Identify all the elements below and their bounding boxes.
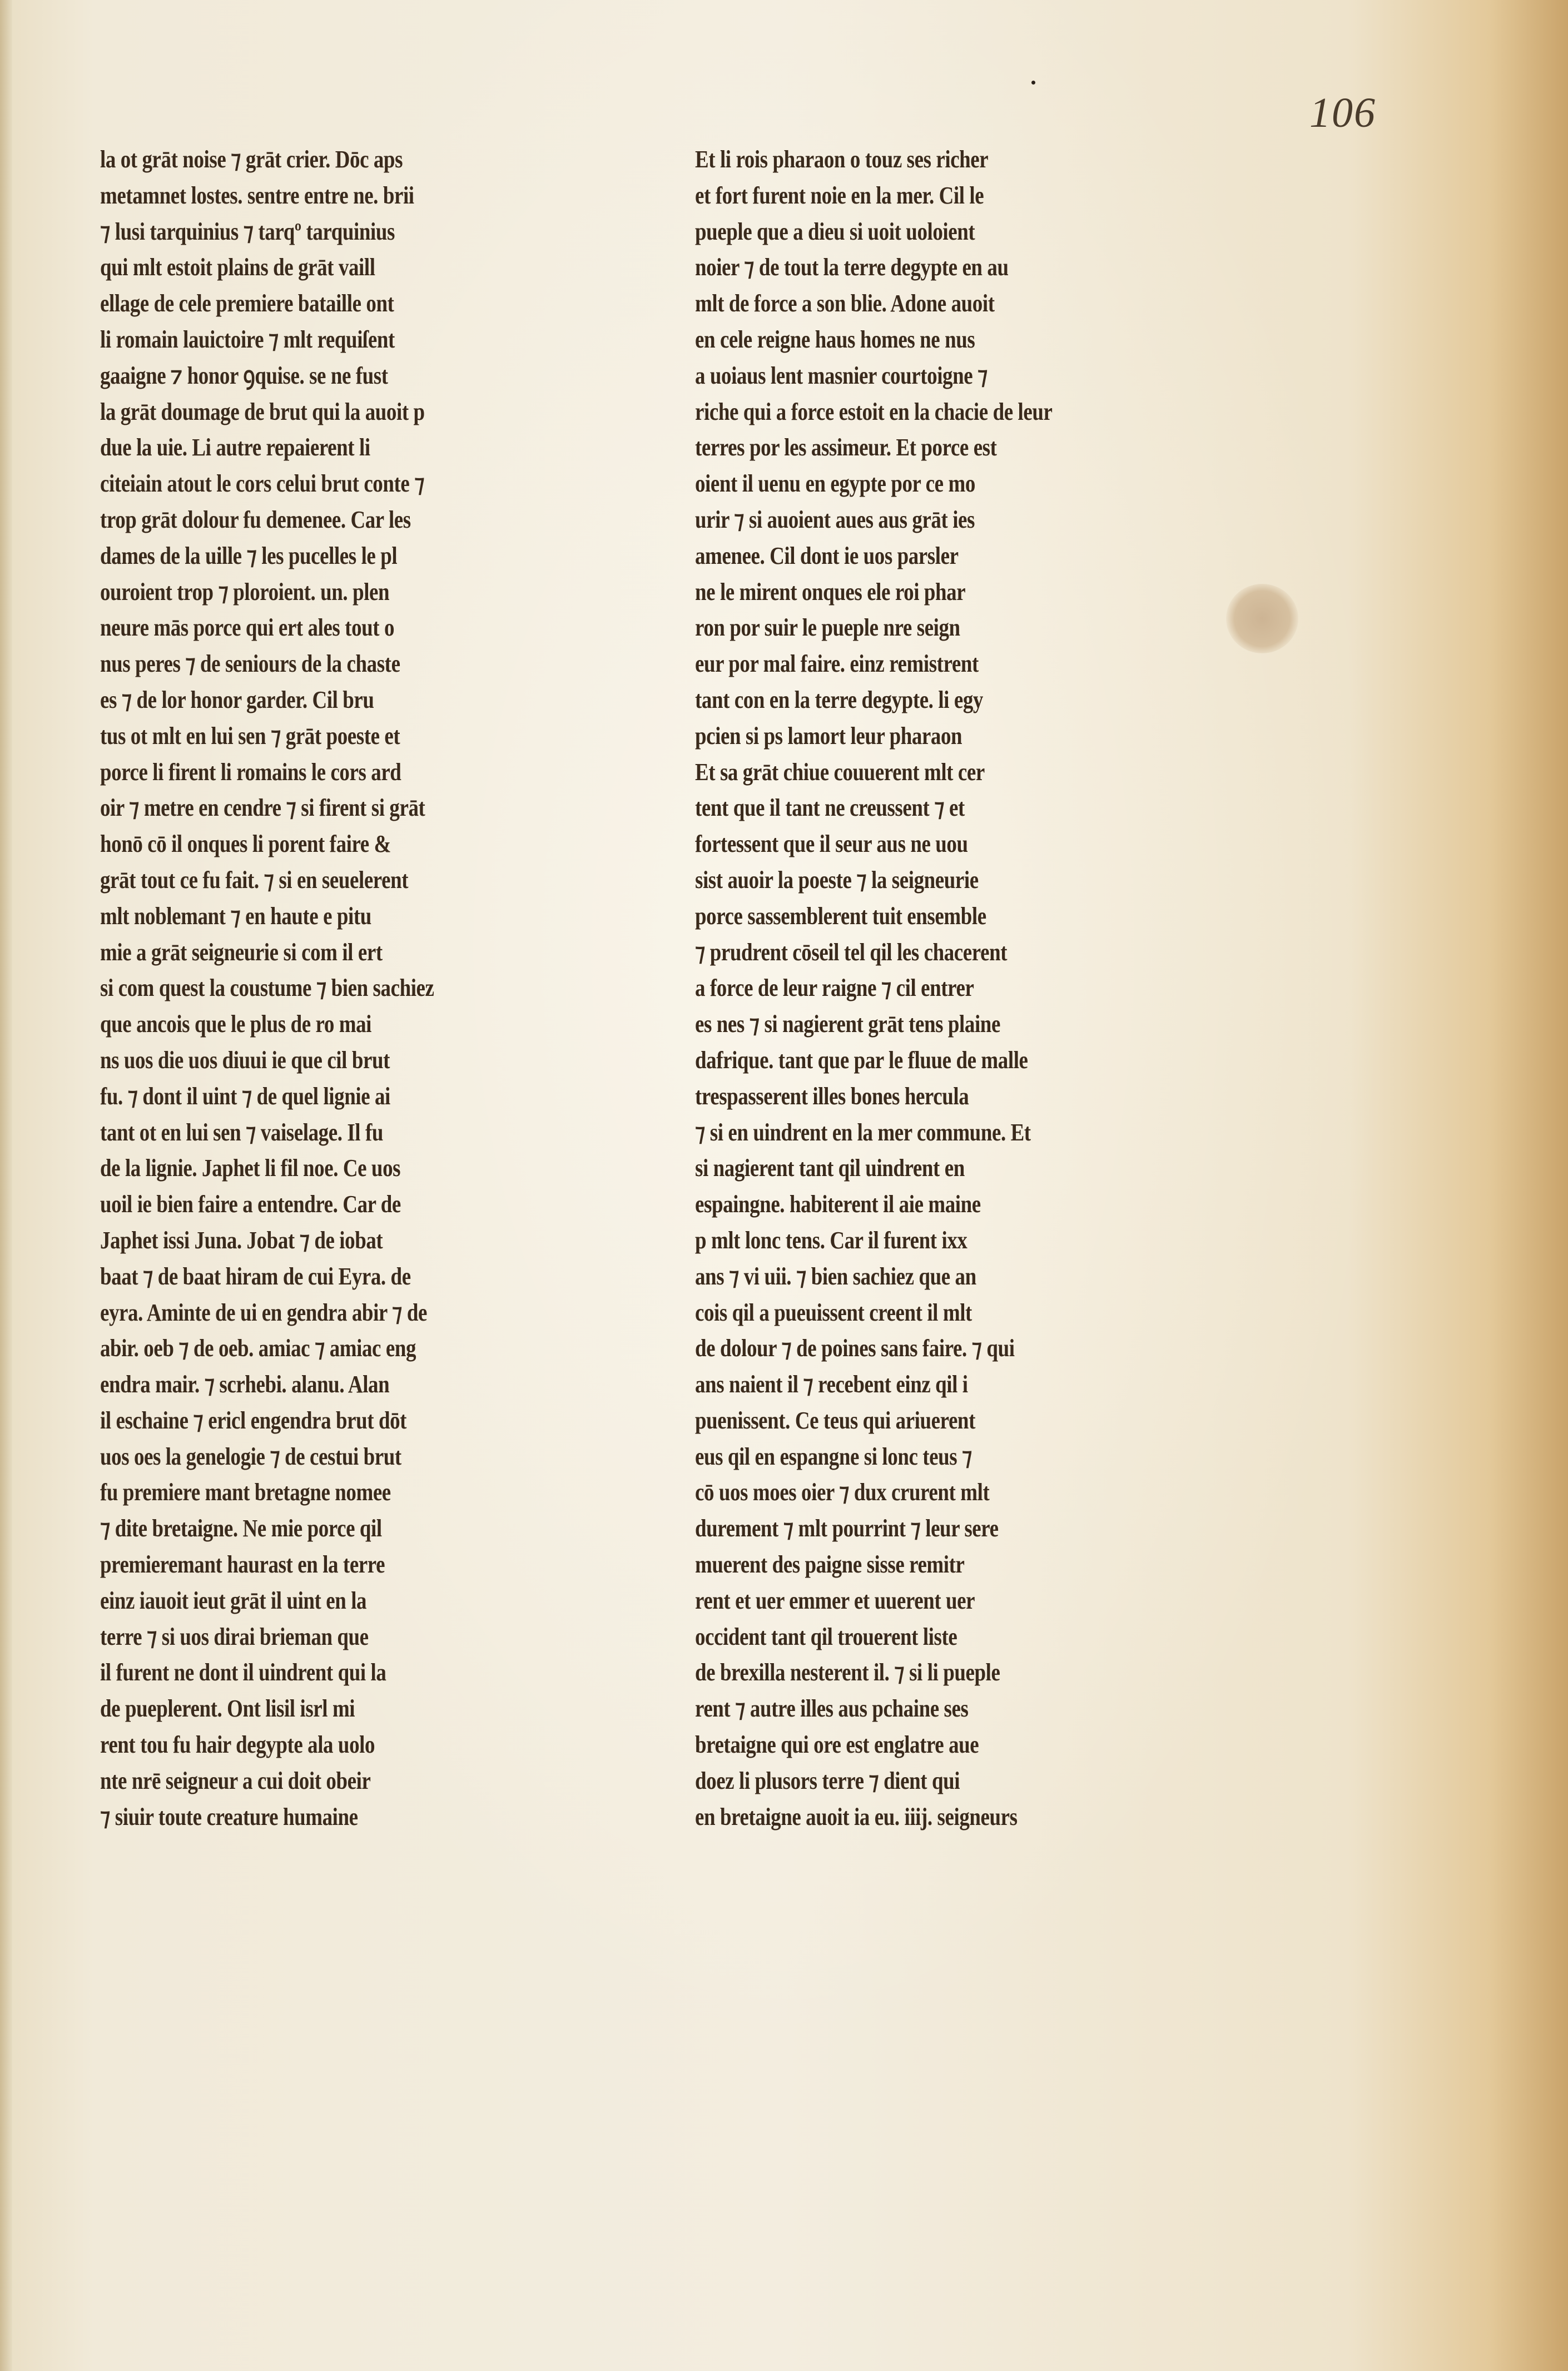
text-line: si nagierent tant qil uindrent en: [695, 1154, 965, 1182]
text-line: terres por les assimeur. Et porce est: [695, 434, 997, 462]
text-line: ne le mirent onques ele roi phar: [695, 578, 966, 606]
text-line: es ⁊ de lor honor garder. Cil bru: [100, 686, 374, 713]
text-line: dames de la uille ⁊ les pucelles le pl: [100, 542, 398, 569]
text-line: dafrique. tant que par le fluue de malle: [695, 1046, 1028, 1074]
text-line: ellage de cele premiere bataille ont: [100, 290, 394, 318]
text-line: due la uie. Li autre repaierent li: [100, 434, 370, 462]
text-line: de la lignie. Japhet li fil noe. Ce uos: [100, 1154, 401, 1182]
text-line: de brexilla nesterent il. ⁊ si li pueple: [695, 1659, 1000, 1687]
text-column-left: [100, 142, 645, 1835]
ink-dot: [1031, 81, 1035, 85]
text-line: de dolour ⁊ de poines sans faire. ⁊ qui: [695, 1335, 1015, 1362]
text-line: sist auoir la poeste ⁊ la seigneurie: [695, 866, 979, 894]
text-line: de pueplerent. Ont lisil isrl mi: [100, 1695, 355, 1723]
text-line: pcien si ps lamort leur pharaon: [695, 722, 962, 750]
text-line: metamnet lostes. sentre entre ne. brii: [100, 181, 414, 209]
text-line: uoil ie bien faire a entendre. Car de: [100, 1191, 401, 1218]
text-line: li romain lauictoire ⁊ mlt requiſent: [100, 325, 395, 353]
text-line: espaingne. habiterent il aie maine: [695, 1191, 981, 1218]
text-line: tant con en la terre degypte. li egy: [695, 686, 983, 713]
text-line: oir ⁊ metre en cendre ⁊ si firent si grāt: [100, 794, 425, 822]
text-line: porce li firent li romains le cors ard: [100, 758, 401, 786]
text-line: einz iauoit ieut grāt il uint en la: [100, 1586, 367, 1614]
text-line: mlt de force a son blie. Adone auoit: [695, 290, 995, 318]
text-line: en bretaigne auoit ia eu. iiij. seigneurs: [695, 1803, 1018, 1831]
text-line: et fort furent noie en la mer. Cil le: [695, 181, 984, 209]
text-line: amenee. Cil dont ie uos parsler: [695, 542, 959, 569]
text-line: gaaigne ⁊ honor ꝯquise. se ne fust: [100, 361, 388, 389]
text-line: fu. ⁊ dont il uint ⁊ de quel lignie ai: [100, 1082, 390, 1110]
text-column-right: [695, 142, 1240, 1835]
text-line: eus qil en espangne si lonc teus ⁊: [695, 1442, 972, 1470]
text-line: mlt noblemant ⁊ en haute e pitu: [100, 902, 371, 930]
text-line: noier ⁊ de tout la terre degypte en au: [695, 254, 1009, 281]
text-line: en cele reigne haus homes ne nus: [695, 325, 975, 353]
text-line: cois qil a pueuissent creent il mlt: [695, 1298, 972, 1326]
text-line: fu premiere mant bretagne nomee: [100, 1479, 391, 1506]
text-line: il furent ne dont il uindrent qui la: [100, 1659, 386, 1687]
text-line: ans ⁊ vi uii. ⁊ bien sachiez que an: [695, 1262, 976, 1290]
text-line: ⁊ si en uindrent en la mer commune. Et: [695, 1118, 1031, 1146]
text-line: il eschaine ⁊ ericl engendra brut dōt: [100, 1406, 407, 1434]
text-line: cō uos moes oier ⁊ dux crurent mlt: [695, 1479, 990, 1506]
folio-number: 106: [1309, 90, 1376, 136]
text-line: eyra. Aminte de ui en gendra abir ⁊ de: [100, 1298, 427, 1326]
text-line: premieremant haurast en la terre: [100, 1551, 385, 1579]
text-line: doez li plusors terre ⁊ dient qui: [695, 1767, 960, 1794]
text-line: puenissent. Ce teus qui ariuerent: [695, 1406, 975, 1434]
text-line: terre ⁊ si uos dirai brieman que: [100, 1623, 369, 1650]
text-line: tus ot mlt en lui sen ⁊ grāt poeste et: [100, 722, 400, 750]
text-line: endra mair. ⁊ scrhebi. alanu. Alan: [100, 1371, 390, 1398]
text-line: citeiain atout le cors celui brut conte ⁊: [100, 470, 425, 498]
text-line: la grāt doumage de brut qui la auoit p: [100, 398, 425, 425]
text-line: ans naient il ⁊ recebent einz qil i: [695, 1371, 968, 1398]
text-line: bretaigne qui ore est englatre aue: [695, 1731, 979, 1759]
text-line: tent que il tant ne creussent ⁊ et: [695, 794, 965, 822]
text-line: abir. oeb ⁊ de oeb. amiac ⁊ amiac eng: [100, 1335, 416, 1362]
text-line: p mlt lonc tens. Car il furent ixx: [695, 1226, 967, 1254]
text-line: ⁊ lusi tarquinius ⁊ tarqº tarquinius: [100, 217, 395, 245]
text-line: riche qui a force estoit en la chacie de leur: [695, 398, 1053, 425]
text-line: que ancois que le plus de ro mai: [100, 1010, 372, 1038]
text-line: nus peres ⁊ de seniours de la chaste: [100, 650, 400, 678]
text-line: oient il uenu en egypte por ce mo: [695, 470, 975, 498]
text-line: tant ot en lui sen ⁊ vaiselage. Il fu: [100, 1118, 384, 1146]
text-line: urir ⁊ si auoient aues aus grāt ies: [695, 505, 975, 533]
text-line: baat ⁊ de baat hiram de cui Eyra. de: [100, 1262, 411, 1290]
text-line: qui mlt estoit plains de grāt vaill: [100, 254, 375, 281]
text-line: fortessent que il seur aus ne uou: [695, 830, 968, 858]
text-line: rent tou fu hair degypte ala uolo: [100, 1731, 375, 1759]
text-line: mie a grāt seigneurie si com il ert: [100, 938, 383, 966]
text-line: muerent des paigne sisse remitr: [695, 1551, 965, 1579]
text-line: occident tant qil trouerent liste: [695, 1623, 957, 1650]
text-line: pueple que a dieu si uoit uoloient: [695, 217, 975, 245]
text-line: ouroient trop ⁊ ploroient. un. plen: [100, 578, 390, 606]
text-line: Et sa grāt chiue couuerent mlt cer: [695, 758, 985, 786]
page-left-edge: [0, 0, 12, 2371]
text-line: eur por mal faire. einz remistrent: [695, 650, 979, 678]
text-line: trop grāt dolour fu demenee. Car les: [100, 505, 411, 533]
text-line: rent ⁊ autre illes aus pchaine ses: [695, 1695, 969, 1723]
text-line: a force de leur raigne ⁊ cil entrer: [695, 974, 974, 1002]
text-line: ⁊ prudrent cōseil tel qil les chacerent: [695, 938, 1008, 966]
text-line: Japhet issi Juna. Jobat ⁊ de iobat: [100, 1226, 383, 1254]
text-line: ron por suir le pueple nre seign: [695, 614, 960, 642]
text-line: trespasserent illes bones hercula: [695, 1082, 969, 1110]
text-line: rent et uer emmer et uuerent uer: [695, 1586, 975, 1614]
text-line: Et li rois pharaon o touz ses richer: [695, 146, 989, 173]
text-line: si com quest la coustume ⁊ bien sachiez: [100, 974, 434, 1002]
text-line: neure mās porce qui ert ales tout o: [100, 614, 395, 642]
text-line: honō cō il onques li porent faire &: [100, 830, 391, 858]
text-line: es nes ⁊ si nagierent grāt tens plaine: [695, 1010, 1000, 1038]
text-line: porce sassemblerent tuit ensemble: [695, 902, 986, 930]
text-line: a uoiaus lent masnier courtoigne ⁊: [695, 361, 988, 389]
text-line: ns uos die uos diuui ie que cil brut: [100, 1046, 390, 1074]
text-line: ⁊ dite bretaigne. Ne mie porce qil: [100, 1515, 382, 1542]
text-line: ⁊ siuir toute creature humaine: [100, 1803, 358, 1831]
text-line: nte nrē seigneur a cui doit obeir: [100, 1767, 371, 1794]
text-line: grāt tout ce fu fait. ⁊ si en seuelerent: [100, 866, 409, 894]
text-line: la ot grāt noise ⁊ grāt crier. Dōc aps: [100, 146, 403, 173]
text-line: durement ⁊ mlt pourrint ⁊ leur sere: [695, 1515, 999, 1542]
text-line: uos oes la genelogie ⁊ de cestui brut: [100, 1442, 401, 1470]
